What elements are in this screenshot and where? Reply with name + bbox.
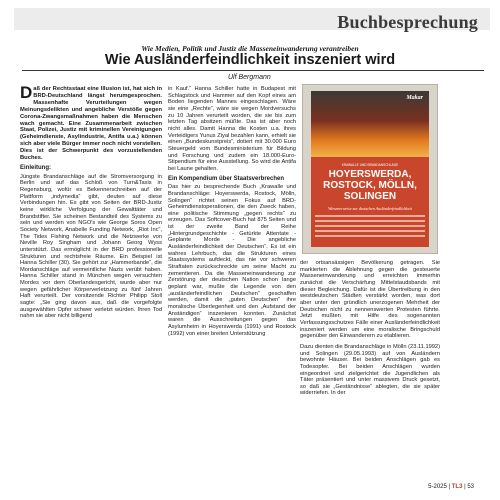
book-cover-image: [302, 84, 438, 254]
issue-number: 5-2025: [428, 484, 447, 490]
cover-title-line: HOYERSWERDA,: [328, 169, 412, 180]
cover-title-line: SOLINGEN: [343, 191, 397, 202]
cover-text-line: [315, 225, 425, 227]
lead-text: aß der Rechtsstaat eine Illusion ist, hat sich in BRD-Deutschland längst herumgesprochen. Massenhafte Verurteilungen wegen Meinungsdelikten und angebliche Verstöße gegen Corona-Zwangsmaßnahmen haben die Menschen wach gemacht. Eine Zusammenarbeit zwischen Staat, Polizei, Justiz mit kriminellen Vereinigungen (Geheimdienste, Asylindustrie, Antifa u.a.) können sich aber viele Bürger immer noch nicht vorstellen. Dies ist der Schwerpunkt des vorzustellenden Buches.: [20, 86, 162, 162]
cover-text-block: [315, 215, 425, 240]
article-kicker: Wie Medien, Politik und Justiz die Masseneinwanderung verantreiben: [141, 44, 359, 53]
cover-title: [311, 169, 429, 202]
text-column-2: [168, 86, 296, 337]
column-2-body: in Kauf.“ Hanna Schiller hatte in Budapest mit Schlagstock und Hammer auf den Kopf eines am Boden liegenden Mannes eingeschlagen. Wäre sie eine „Rechte“, wäre sie wegen Mordversuchs zu 10 Jahren verurteilt worden, die sie bis zum letzten Tag absitzen müßte. Das ist aber noch nicht alles. Damit Hanna die Kosten u.a. ihres Verteidigers Yunus Ziyal bezahlen kann, erhielt sie einen „Bundeskunstpreis“, dotiert mit 30.000 Euro Steuergeld vom Bundesministerium für Bildung und Forschung und zudem ein 18.000-Euro-Stipendium für eine Ausstellung. So wird die Antifa bei Laune gehalten.: [168, 86, 296, 172]
cover-title-line: ROSTOCK, MÖLLN,: [323, 180, 417, 191]
page-number: 53: [467, 484, 474, 490]
section-title: Buchbesprechung: [337, 12, 478, 32]
publication-logo: TL3: [451, 484, 463, 490]
article-headline: Wie Ausländerfeindlichkeit inszeniert wird: [104, 52, 396, 68]
text-column-3: [300, 260, 440, 397]
cover-text-line: [315, 235, 425, 237]
headline-rule: [22, 70, 484, 71]
column-1-body: Jüngste Brandanschläge auf die Stromversorgung in Berlin und auf das Schloß von Turn&Taxis in Regensburg, wofür es Bekennerschreiben auf der Plattform „indymedia“ gibt, deuten auf diese Verbindungen hin. Es gibt von Seiten der BRD-Justiz keine wirkliche Verfolgung der Gewalttäter und Brandstifter. Sie scheinen Bestandteil des Systems zu sein und werden von NGO's wie George Soros Open Society Network, Anabelle Funding Network, „Riot Inc“, The Tides Fishing Network und die Netzwerke von Neville Roy Singham und Johann Georg Wyss unterstützt. Das ermöglicht in der BRD professionelle Strukturen und rechtsfreie Räume. Ein Beispiel ist Hanna Schiller (30). Sie gehört zur „Hammerbande“, die Mordanschläge auf vermeintliche Nazis verübt haben. Hanna Schiller stand in München wegen versuchten Mordes vor dem Oberlandesgericht, wurde aber nur wegen gefährlicher Körperverletzung zu fünf Jahren Haft verurteilt. Der vorsitzende Richter Philipp Stoll sagte: „Sie ging davon aus, daß die vorgefolgte ausgewählten Opfer schwer verletzt würden. Ihren Tod nahm sie aber nicht billigend: [20, 173, 162, 320]
text-column-1: [20, 83, 162, 320]
column-2-body-continued: Das hier zu besprechende Buch „Krawalle und Brandanschläge: Hoyerswerda, Rostock, Mölln, Solingen“ richtet seinen Fokus auf BRD-Geheimdienstoperationen, die den Zweck haben, eine politische Stimmung „gegen rechts“ zu erzeugen. Das Softcover-Buch hat 875 Seiten und ist der zweite Band der Reihe „Hintergrundgeschichte - Getürkte Attentate - Geplante Morde - Die angebliche Ausländerfeindlichkeit der Deutschen“. Es ist ein wahres Lehrbuch, das die Strukturen eines Staatssystems aufdeckt, das nie vor schweren Straftaten zurückschreckte um seine Macht zu zementieren. Da die Masseneinwanderung zur Zerstörung der deutschen Nation schon lange geplant war, mußte die Legende von den „ausländerfeindlichen Deutschen“ geschaffen werden, damit die „guten Deutschen“ ihre moralische Überlegenheit und den „Aufstand der Anständigen“ inszenieren konnten. Zunächst waren die Ausschreitungen gegen das Asylumheim in Hoyerswerda (1991) und Rostock (1992) von einer breiten Unterstützung: [168, 184, 296, 337]
cover-text-line: [315, 215, 425, 217]
page-footer: 5-2025 | TL3 | 53: [428, 484, 474, 490]
cover-pretitle: KRAWALLE UND BRANDANSCHLÄGE: [341, 163, 399, 167]
article-lead: [20, 83, 162, 162]
column-3-body: der ortsansässigen Bevölkerung getragen. Sie markierten die Ablehnung gegen die gesteuerte Masseneinwanderung und erreichten immerhin zunächst die Verschärfung Mittelstaudsbands mit dieser Begleichung. Dafür ist die Übertreibung in den westdeutschen Städten verstärkt worden, was dort aber unter den gründlich unerzogenen Mehrheit der Deutschen nicht zu nennenswerten Protesten führte. Jetzt mußten mit Hilfe des sogenannten Verfassungsschutzes Fälle einer Ausländerfeindlichkeit inszeniert werden um eine moralische Bringschuld gegenüber den Einwanderern zu etablieren.: [300, 260, 440, 340]
cover-publisher-logo: Makar: [406, 95, 423, 101]
book-cover-front: [311, 91, 429, 247]
article-author: Ulf Bergmann: [228, 74, 271, 81]
cover-text-line: [315, 220, 425, 222]
cover-text-line: [315, 230, 425, 232]
subhead-einleitung: Einleitung:: [20, 164, 51, 171]
drop-cap: D: [20, 83, 33, 102]
cover-subtitle: Wiesenerweise zur deutschen Ausländerfeindlichkeit: [328, 206, 412, 211]
section-header-bar: [14, 8, 490, 30]
subhead-kompendium: Ein Kompendium über Staatsverbrechen: [168, 175, 285, 182]
column-3-body-continued: Dazu dienten die Brandanschläge in Mölln (23.11.1992) und Solingen (29.05.1993) auf von Ausländern bewohnte Häuser. Bei beiden Anschlägen gab es Todesopfer. Bei beiden Anschlägen wurden eingeordnet und zielgerichtet die Jugendlichen als Täter präsentiert und unter massivem Druck gesetzt, so daß sie „Geständnisse“ ablegten, die sie später widerriefen. In der: [300, 343, 440, 397]
